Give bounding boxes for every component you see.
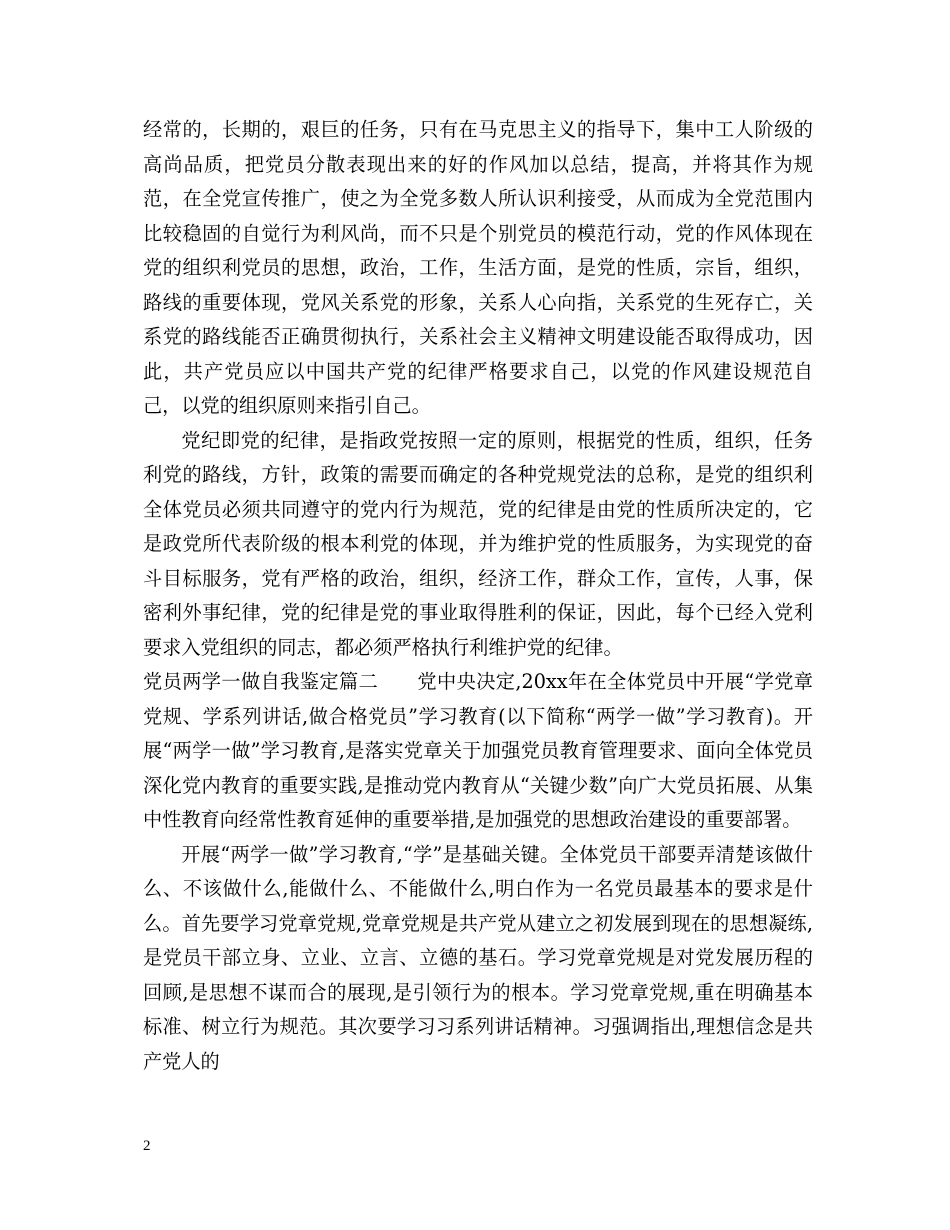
paragraph-learning-education: 开展“两学一做”学习教育,“学”是基础关键。全体党员干部要弄清楚该做什么、不该做什么,能做什么、不能做什么,明白作为一名党员最基本的要求是什么。首先要学习党章党规,党章党规是共产党从建立之初发展到现在的思想凝练,是党员干部立身、立业、立言、立德的基石。学习党章党规是对党发展历程的回顾,是思想不谋而合的展现,是引领行为的根本。学习党章党规,重在明确基本标准、树立行为规范。其次要学习习系列讲话精神。习强调指出,理想信念是共产党人的: [143, 842, 813, 1073]
paragraph-continuation: 经常的，长期的，艰巨的任务，只有在马克思主义的指导下，集中工人阶级的高尚品质，把党员分散表现出来的好的作风加以总结，提高，并将其作为规范，在全党宣传推广，使之为全党多数人所认识利接受，从而成为全党范围内比较稳固的自觉行为利风尚，而不只是个别党员的模范行动，党的作风体现在党的组织利党员的思想，政治，工作，生活方面，是党的性质，宗旨，组织，路线的重要体现，党风关系党的形象，关系人心向指，关系党的生死存亡，关系党的路线能否正确贯彻执行，关系社会主义精神文明建设能否取得成功，因此，共产党员应以中国共产党的纪律严格要求自己，以党的作风建设规范自己，以党的组织原则来指引自己。: [143, 118, 813, 417]
paragraph-party-discipline: 党纪即党的纪律，是指政党按照一定的原则，根据党的性质，组织，任务利党的路线，方针，政策的需要而确定的各种党规党法的总称，是党的组织利全体党员必须共同遵守的党内行为规范，党的纪律是由党的性质所决定的，它是政党所代表阶级的根本利党的体现，并为维护党的性质服务，为实现党的奋斗目标服务，党有严格的政治，组织，经济工作，群众工作，宣传，人事，保密利外事纪律，党的纪律是党的事业取得胜利的保证，因此，每个已经入党利要求入党组织的同志，都必须严格执行利维护党的纪律。: [143, 428, 813, 659]
page-number: 2: [143, 1138, 151, 1154]
paragraph-self-assessment-part-two: 党员两学一做自我鉴定篇二 党中央决定,20xx年在全体党员中开展“学党章党规、学系列讲话,做合格党员”学习教育(以下简称“两学一做”学习教育)。开展“两学一做”学习教育,是落实党章关于加强党员教育管理要求、面向全体党员深化党内教育的重要实践,是推动党内教育从“关键少数”向广大党员拓展、从集中性教育向经常性教育延伸的重要举措,是加强党的思想政治建设的重要部署。: [143, 670, 813, 831]
document-page: [143, 113, 813, 1079]
